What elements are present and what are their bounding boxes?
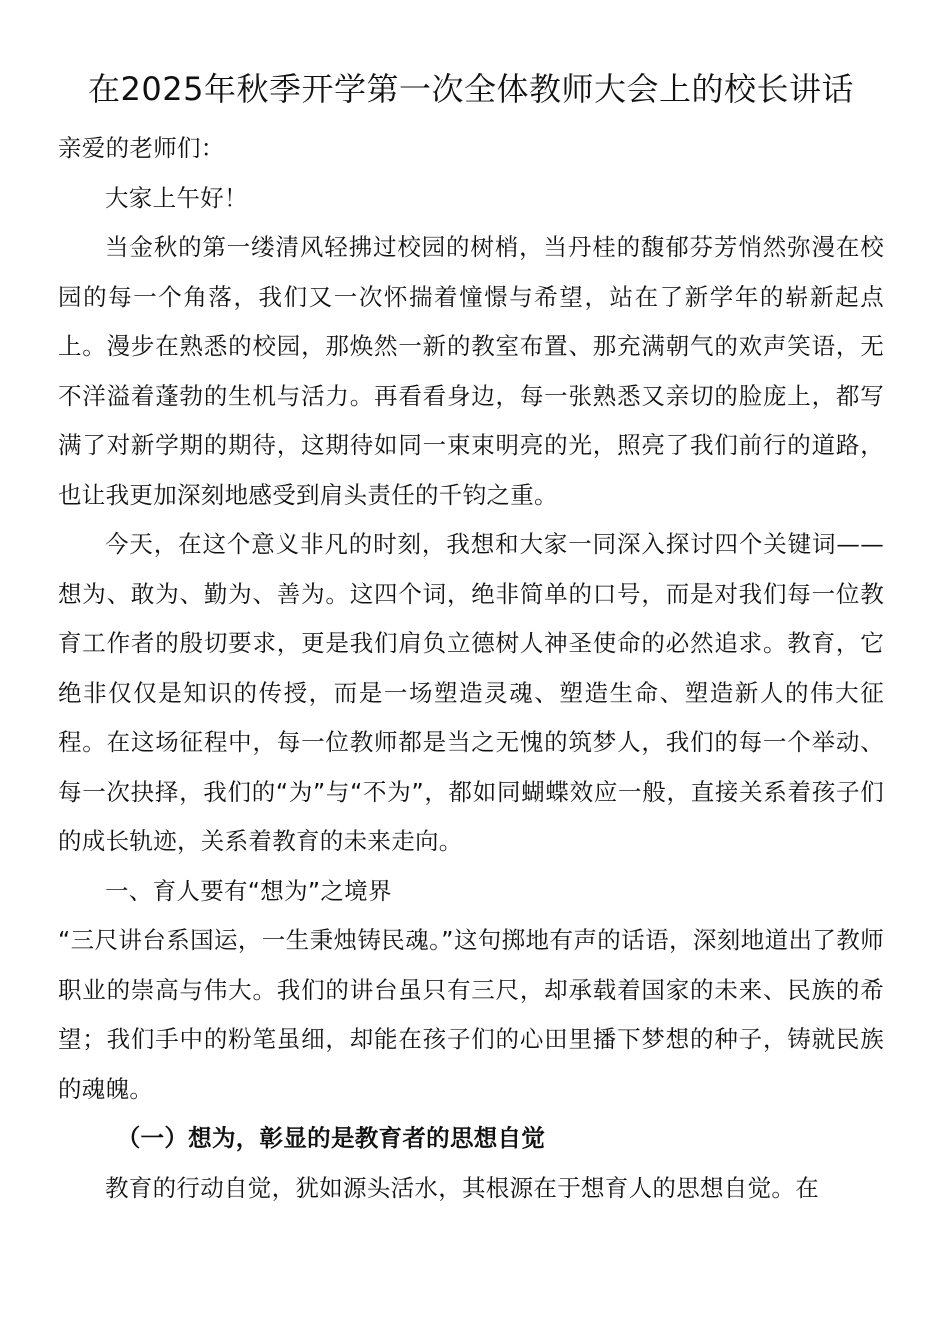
document-page bbox=[58, 66, 884, 1213]
document-title: 在2025年秋季开学第一次全体教师大会上的校长讲话 bbox=[88, 70, 854, 108]
salutation: 亲爱的老师们： bbox=[58, 134, 225, 162]
paragraph-keywords: 今天，在这个意义非凡的时刻，我想和大家一同深入探讨四个关键词——想为、敢为、勤为、善为。这四个词，绝非简单的口号，而是对我们每一位教育工作者的殷切要求，更是我们肩负立德树人神圣使命的必然追求。教育，它绝非仅仅是知识的传授，而是一场塑造灵魂、塑造生命、塑造新人的伟大征程。在这场征程中，每一位教师都是当之无愧的筑梦人，我们的每一个举动、每一次抉择，我们的“为”与“不为”，都如同蝴蝶效应一般，直接关系着孩子们的成长轨迹，关系着教育的未来走向。 bbox=[58, 530, 884, 855]
paragraph-last: 教育的行动自觉，犹如源头活水，其根源在于想育人的思想自觉。在 bbox=[105, 1173, 819, 1202]
subsection-heading-1: （一）想为，彰显的是教育者的思想自觉 bbox=[116, 1124, 546, 1152]
paragraph-opening: 当金秋的第一缕清风轻拂过校园的树梢，当丹桂的馥郁芬芳悄然弥漫在校园的每一个角落，我们又一次怀揣着憧憬与希望，站在了新学年的崭新起点上。漫步在熟悉的校园，那焕然一新的教室布置、那充满朝气的欢声笑语，无不洋溢着蓬勃的生机与活力。再看看身边，每一张熟悉又亲切的脸庞上，都写满了对新学期的期待，这期待如同一束束明亮的光，照亮了我们前行的道路，也让我更加深刻地感受到肩头责任的千钧之重。 bbox=[58, 233, 884, 509]
paragraph-quote: “三尺讲台系国运，一生秉烛铸民魂。”这句掷地有声的话语，深刻地道出了教师职业的崇高与伟大。我们的讲台虽只有三尺，却承载着国家的未来、民族的希望；我们手中的粉笔虽细，却能在孩子们的心田里播下梦想的种子，铸就民族的魂魄。 bbox=[58, 926, 884, 1103]
section-heading-1: 一、育人要有“想为”之境界 bbox=[105, 876, 392, 905]
paragraph-greeting: 大家上午好！ bbox=[105, 183, 248, 212]
